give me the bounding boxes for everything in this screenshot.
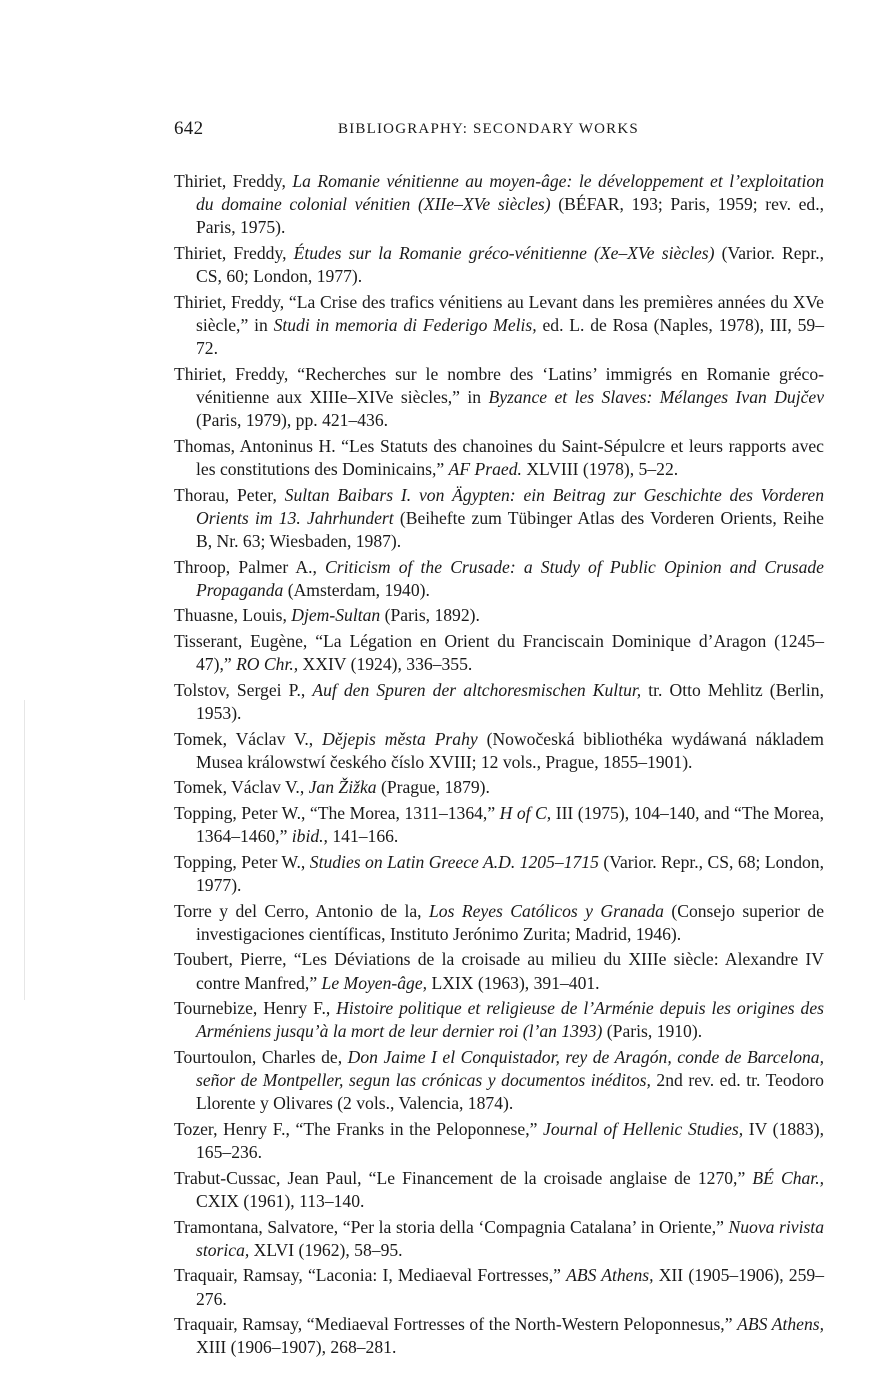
entry-text: Thiriet, Freddy, — [174, 171, 293, 191]
entry-text: 2nd rev. ed. tr. Teodoro Llorente y Olivares (2 vols., Valencia, 1874). — [196, 1070, 824, 1114]
bibliography-entry — [174, 997, 824, 1043]
bibliography-entry — [174, 242, 824, 288]
entry-text: CXIX (1961), 113–140. — [196, 1190, 365, 1211]
bibliography-entry — [174, 1313, 824, 1359]
bibliography-entry — [174, 679, 824, 725]
entry-text: XIII (1906–1907), 268–281. — [196, 1337, 397, 1358]
entry-title-italic: AF Praed. — [448, 459, 522, 479]
bibliography-entry — [174, 630, 824, 676]
bibliography-entry — [174, 556, 824, 602]
entry-title-italic: Journal of Hellenic Studies, — [543, 1118, 744, 1139]
entry-text: (Nowočeská bibliothéka wydáwaná nákladem Musea králowstwí českého číslo XVIII; 12 vols., Prague, 1855–1901). — [196, 728, 824, 772]
bibliography-entry — [174, 1118, 824, 1164]
entry-text: Traquair, Ramsay, “Laconia: I, Mediaeval Fortresses,” — [174, 1265, 567, 1286]
entry-text: Thorau, Peter, — [174, 484, 285, 505]
entry-title-italic: Los Reyes Católicos y Granada — [428, 900, 664, 921]
entry-text: 141–166. — [327, 826, 399, 847]
entry-title-italic: Dějepis města Prahy — [322, 728, 478, 749]
page-header — [174, 118, 664, 140]
entry-text: Tournebize, Henry F., — [174, 998, 337, 1019]
entry-title-italic: ABS Athens, — [737, 1314, 824, 1335]
bibliography-entry — [174, 802, 824, 848]
entry-text: LXIX (1963), 391–401. — [427, 972, 600, 993]
bibliography-entry — [174, 1264, 824, 1310]
entry-text: Topping, Peter W., “The Morea, 1311–1364,” — [174, 802, 500, 823]
entry-text: XXIV (1924), 336–355. — [298, 654, 473, 675]
bibliography-entry — [174, 484, 824, 554]
entry-text: III (1975), 104–140, and “The Morea, 1364–1460,” — [196, 802, 824, 847]
entry-text: Thiriet, Freddy, “La Crise des trafics vénitiens au Levant dans les premières années du XVe siècle,” in — [174, 291, 824, 335]
entry-text: XLVIII (1978), 5–22. — [521, 459, 679, 479]
entry-title-italic: Byzance et les Slaves: Mélanges Ivan Dujčev — [488, 387, 825, 407]
entry-text: Tourtoulon, Charles de, — [174, 1046, 348, 1067]
entry-text: Thiriet, Freddy, “Recherches sur le nombre des ‘Latins’ immigrés en Romanie gréco-vénitienne aux XIIIe–XIVe siècles,” in — [174, 363, 824, 407]
entry-text: (Varior. Repr., CS, 60; London, 1977). — [196, 243, 825, 287]
entry-title-italic: Études sur la Romanie gréco-vénitienne (Xe–XVe siècles) — [293, 243, 715, 263]
bibliography-entry — [174, 1167, 824, 1213]
bibliography-entry — [174, 604, 824, 627]
entry-title-italic: ibid., — [291, 826, 328, 847]
entry-text: Tozer, Henry F., “The Franks in the Peloponnese,” — [174, 1118, 544, 1139]
bibliography-entry — [174, 1216, 824, 1262]
bibliography-entry — [174, 291, 824, 361]
entry-title-italic: Nuova rivista storica, — [196, 1216, 824, 1260]
running-head: BIBLIOGRAPHY: SECONDARY WORKS — [338, 121, 639, 137]
entry-title-italic: Studi in memoria di Federigo Melis, — [273, 315, 537, 335]
entry-text: Trabut-Cussac, Jean Paul, “Le Financement de la croisade anglaise de 1270,” — [174, 1167, 753, 1188]
entry-text: Thuasne, Louis, — [174, 605, 292, 626]
entry-text: Tomek, Václav V., — [174, 728, 323, 749]
entry-text: Tolstov, Sergei P., — [174, 679, 313, 700]
entry-text: ed. L. de Rosa (Naples, 1978), III, 59–72. — [196, 315, 824, 359]
entry-title-italic: ABS Athens, — [566, 1265, 654, 1286]
bibliography-entry — [174, 948, 824, 994]
entry-text: (BÉFAR, 193; Paris, 1959; rev. ed., Paris, 1975). — [196, 194, 824, 238]
entry-text: (Paris, 1892). — [380, 605, 480, 626]
entry-title-italic: Jan Žižka — [308, 777, 377, 798]
bibliography-entry — [174, 728, 824, 774]
entry-text: Thomas, Antoninus H. “Les Statuts des chanoines du Saint-Sépulcre et leurs rapports avec les constitutions des Dominicains,” — [174, 435, 824, 479]
entry-text: Tramontana, Salvatore, “Per la storia della ‘Compagnia Catalana’ in Oriente,” — [174, 1216, 729, 1237]
entry-title-italic: Le Moyen-âge, — [321, 972, 428, 993]
bibliography-entry — [174, 170, 824, 240]
entry-text: Thiriet, Freddy, — [174, 243, 294, 263]
bibliography-entry — [174, 900, 824, 946]
bibliography-entry — [174, 851, 824, 897]
entry-text: Torre y del Cerro, Antonio de la, — [174, 900, 429, 921]
entry-text: tr. Otto Mehlitz (Berlin, 1953). — [196, 679, 824, 723]
entry-title-italic: Sultan Baibars I. von Ägypten: ein Beitrag zur Geschichte des Vorderen Orients im 13. Jahrhundert — [196, 484, 824, 528]
entry-text: Throop, Palmer A., — [174, 556, 326, 577]
entry-title-italic: Don Jaime I el Conquistador, rey de Aragón, conde de Barcelona, señor de Montpeller, segun las crónicas y documentos inéditos, — [196, 1046, 824, 1091]
entry-title-italic: RO Chr., — [236, 654, 299, 675]
entry-title-italic: H of C, — [499, 802, 552, 823]
margin-line — [24, 700, 25, 1000]
entry-text: (Prague, 1879). — [376, 777, 490, 798]
entry-text: Toubert, Pierre, “Les Déviations de la croisade au milieu du XIIIe siècle: Alexandre IV contre Manfred,” — [174, 949, 824, 993]
page-number: 642 — [174, 118, 204, 139]
entry-text: (Paris, 1979), pp. 421–436. — [196, 410, 389, 431]
entry-title-italic: Criticism of the Crusade: a Study of Public Opinion and Crusade Propaganda — [196, 556, 824, 600]
entry-text: Topping, Peter W., — [174, 851, 310, 872]
entry-text: Traquair, Ramsay, “Mediaeval Fortresses of the North-Western Peloponnesus,” — [174, 1314, 738, 1335]
entry-text: (Paris, 1910). — [602, 1021, 703, 1042]
bibliography-entry — [174, 363, 824, 433]
entry-title-italic: Auf den Spuren der altchoresmischen Kultur, — [312, 679, 642, 700]
entry-title-italic: Histoire politique et religieuse de l’Arménie depuis les origines des Arméniens jusqu’à la mort de leur dernier roi (l’an 1393) — [196, 998, 824, 1042]
entry-title-italic: BÉ Char., — [752, 1167, 825, 1188]
entry-title-italic: Studies on Latin Greece A.D. 1205–1715 — [309, 851, 599, 872]
entry-title-italic: Djem-Sultan — [291, 605, 381, 626]
bibliography-entry — [174, 1046, 824, 1116]
entry-text: (Consejo superior de investigaciones científicas, Instituto Jerónimo Zurita; Madrid, 1946). — [196, 900, 825, 944]
bibliography-list — [174, 170, 824, 1362]
entry-text: XLVI (1962), 58–95. — [249, 1239, 403, 1260]
entry-text: (Amsterdam, 1940). — [283, 579, 430, 600]
bibliography-entry — [174, 435, 824, 481]
entry-text: XII (1905–1906), 259–276. — [196, 1265, 824, 1309]
entry-text: IV (1883), 165–236. — [196, 1118, 824, 1163]
entry-text: (Varior. Repr., CS, 68; London, 1977). — [196, 851, 824, 895]
entry-title-italic: La Romanie vénitienne au moyen-âge: le développement et l’exploitation du domaine colonial vénitien (XIIe–XVe siècles) — [196, 171, 824, 215]
bibliography-entry — [174, 776, 824, 799]
entry-text: (Beihefte zum Tübinger Atlas des Vorderen Orients, Reihe B, Nr. 63; Wiesbaden, 1987). — [196, 507, 824, 551]
entry-text: Tisserant, Eugène, “La Légation en Orient du Franciscain Dominique d’Aragon (1245–47),” — [174, 630, 824, 675]
entry-text: Tomek, Václav V., — [174, 777, 309, 798]
